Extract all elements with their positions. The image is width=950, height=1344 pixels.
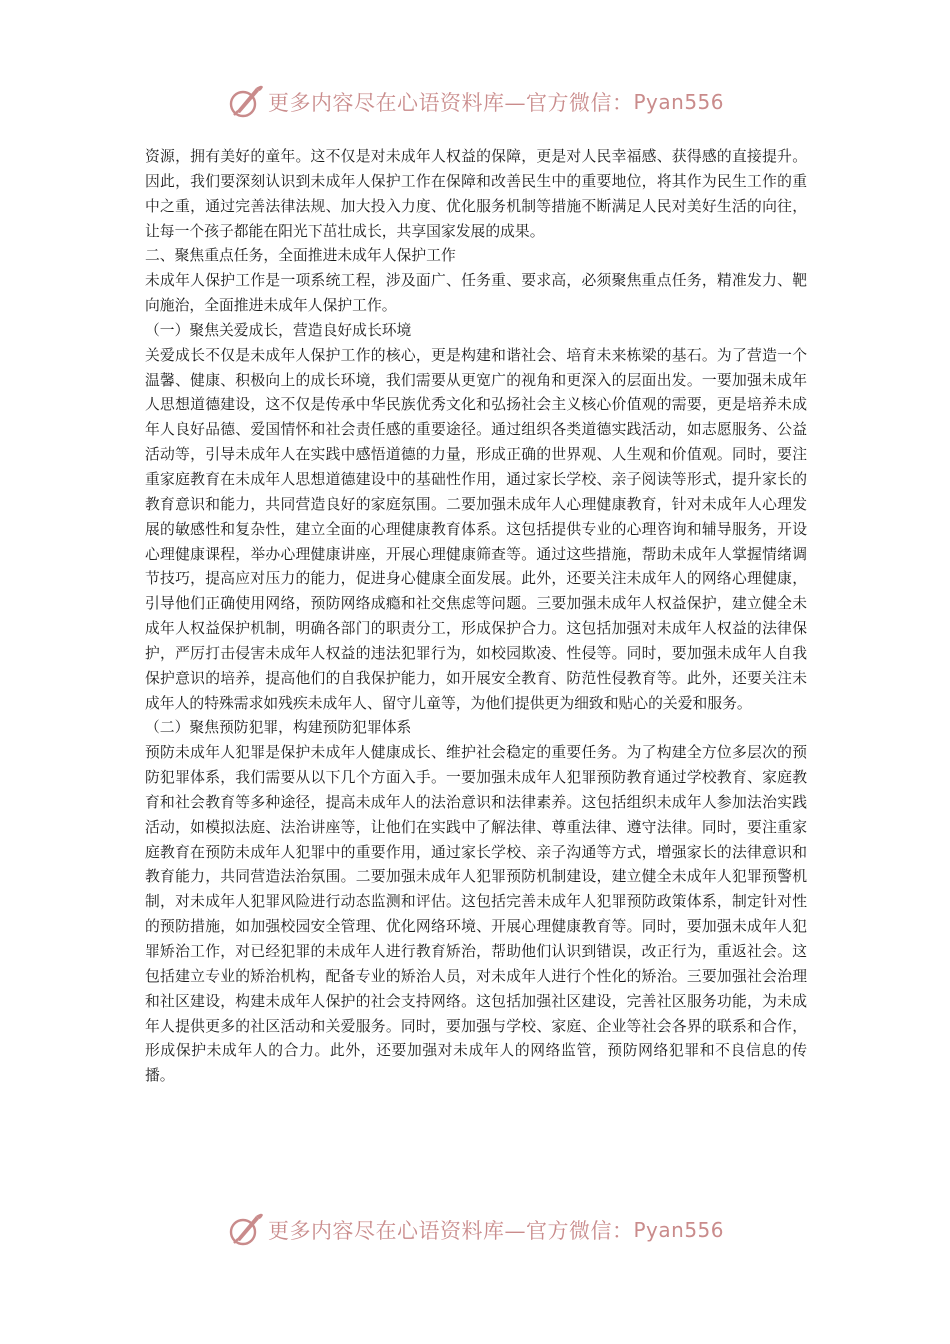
footer-watermark (0, 1208, 950, 1252)
subsection-heading: （二）聚焦预防犯罪，构建预防犯罪体系 (145, 719, 412, 737)
document-body (145, 145, 807, 1089)
paragraph: 关爱成长不仅是未成年人保护工作的核心，更是构建和谐社会、培育未来栋梁的基石。为了营造一个温馨、健康、积极向上的成长环境，我们需要从更宽广的视角和更深入的层面出发。一要加强未成年人思想道德建设，这不仅是传承中华民族优秀文化和弘扬社会主义核心价值观的需要，更是培养未成年人良好品德、爱国情怀和社会责任感的重要途径。通过组织各类道德实践活动，如志愿服务、公益活动等，引导未成年人在实践中感悟道德的力量，形成正确的世界观、人生观和价值观。同时，要注重家庭教育在未成年人思想道德建设中的基础性作用，通过家长学校、亲子阅读等形式，提升家长的教育意识和能力，共同营造良好的家庭氛围。二要加强未成年人心理健康教育，针对未成年人心理发展的敏感性和复杂性，建立全面的心理健康教育体系。这包括提供专业的心理咨询和辅导服务，开设心理健康课程，举办心理健康讲座，开展心理健康筛查等。通过这些措施，帮助未成年人掌握情绪调节技巧，提高应对压力的能力，促进身心健康全面发展。此外，还要关注未成年人的网络心理健康，引导他们正确使用网络，预防网络成瘾和社交焦虑等问题。三要加强未成年人权益保护，建立健全未成年人权益保护机制，明确各部门的职责分工，形成保护合力。这包括加强对未成年人权益的法律保护，严厉打击侵害未成年人权益的违法犯罪行为，如校园欺凌、性侵等。同时，要加强未成年人自我保护意识的培养，提高他们的自我保护能力，如开展安全教育、防范性侵教育等。此外，还要关注未成年人的特殊需求如残疾未成年人、留守儿童等，为他们提供更为细致和贴心的关爱和服务。 (145, 346, 807, 712)
paragraph: 资源，拥有美好的童年。这不仅是对未成年人权益的保障，更是对人民幸福感、获得感的直接提升。因此，我们要深刻认识到未成年人保护工作在保障和改善民生中的重要地位，将其作为民生工作的重中之重，通过完善法律法规、加大投入力度、优化服务机制等措施不断满足人民对美好生活的向往，让每一个孩子都能在阳光下茁壮成长，共享国家发展的成果。 (145, 148, 807, 240)
watermark-text: 更多内容尽在心语资料库—官方微信： (267, 1219, 634, 1243)
watermark-wechat-id: Pyan556 (633, 90, 724, 114)
header-watermark (0, 80, 950, 124)
quill-pen-logo-icon (226, 1210, 266, 1250)
paragraph: 未成年人保护工作是一项系统工程，涉及面广、任务重、要求高，必须聚焦重点任务，精准发力、靶向施治，全面推进未成年人保护工作。 (145, 272, 807, 315)
paragraph: 预防未成年人犯罪是保护未成年人健康成长、维护社会稳定的重要任务。为了构建全方位多层次的预防犯罪体系，我们需要从以下几个方面入手。一要加强未成年人犯罪预防教育通过学校教育、家庭教育和社会教育等多种途径，提高未成年人的法治意识和法律素养。这包括组织未成年人参加法治实践活动，如模拟法庭、法治讲座等，让他们在实践中了解法律、尊重法律、遵守法律。同时，要注重家庭教育在预防未成年人犯罪中的重要作用，通过家长学校、亲子沟通等方式，增强家长的法律意识和教育能力，共同营造法治氛围。二要加强未成年人犯罪预防机制建设，建立健全未成年人犯罪预警机制，对未成年人犯罪风险进行动态监测和评估。这包括完善未成年人犯罪预防政策体系，制定针对性的预防措施，如加强校园安全管理、优化网络环境、开展心理健康教育等。同时，要加强未成年人犯罪矫治工作，对已经犯罪的未成年人进行教育矫治，帮助他们认识到错误，改正行为，重返社会。这包括建立专业的矫治机构，配备专业的矫治人员，对未成年人进行个性化的矫治。三要加强社会治理和社区建设，构建未成年人保护的社会支持网络。这包括加强社区建设，完善社区服务功能，为未成年人提供更多的社区活动和关爱服务。同时，要加强与学校、家庭、企业等社会各界的联系和合作，形成保护未成年人的合力。此外，还要加强对未成年人的网络监管，预防网络犯罪和不良信息的传播。 (145, 744, 807, 1085)
section-heading: 二、聚焦重点任务，全面推进未成年人保护工作 (145, 247, 456, 265)
subsection-heading: （一）聚焦关爱成长，营造良好成长环境 (145, 321, 412, 339)
watermark-wechat-id: Pyan556 (633, 1218, 724, 1242)
watermark-text: 更多内容尽在心语资料库—官方微信： (267, 91, 634, 115)
quill-pen-logo-icon (226, 82, 266, 122)
